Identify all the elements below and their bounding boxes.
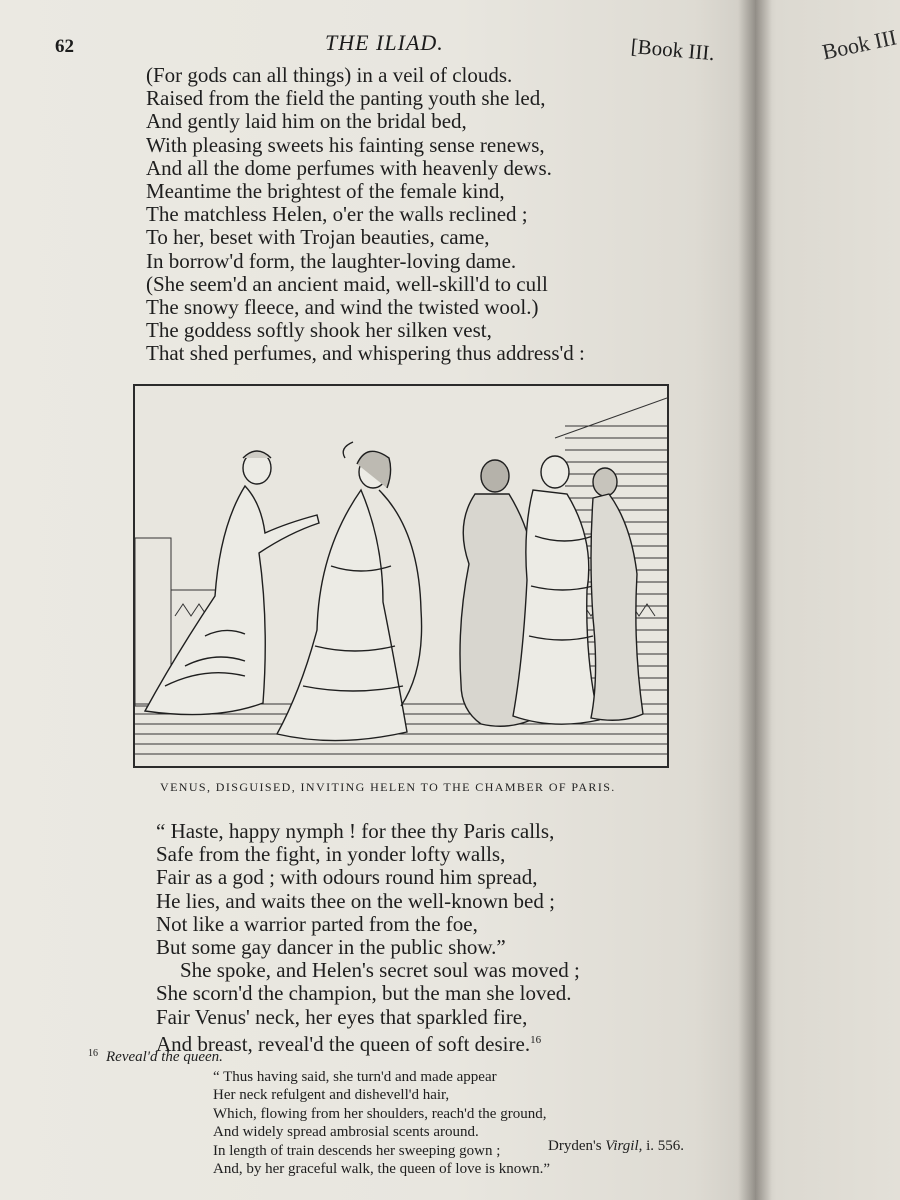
book-label: [Book III. [629, 34, 716, 66]
footnote-reference: Reveal'd the queen. [106, 1049, 223, 1065]
verse-line: Fair as a god ; with odours round him spread, [156, 865, 538, 890]
footnote-heading [88, 1048, 550, 1066]
verse-bottom [156, 819, 580, 1056]
verse-line: (For gods can all things) in a veil of clouds. [146, 63, 513, 87]
verse-line: “ Haste, happy nymph ! for thee thy Paris calls, [156, 819, 555, 843]
page-number: 62 [55, 36, 74, 57]
facing-page [755, 0, 900, 1200]
verse-line: To her, beset with Trojan beauties, came, [146, 225, 490, 250]
citation-locus: i. 556. [646, 1138, 685, 1154]
citation-author: Dryden's [548, 1138, 602, 1154]
verse-line: The goddess softly shook her silken vest, [146, 318, 492, 343]
footnote [88, 1048, 550, 1178]
verse-line: And all the dome perfumes with heavenly dews. [146, 155, 552, 180]
illustration-plate [133, 384, 669, 768]
verse-line: Meantime the brightest of the female kind, [146, 178, 505, 203]
footnote-line: In length of train descends her sweeping gown ; [213, 1142, 501, 1159]
verse-line: She scorn'd the champion, but the man she loved. [156, 981, 572, 1006]
facing-page-head: Book III [820, 24, 899, 65]
verse-line: Fair Venus' neck, her eyes that sparkled fire, [156, 1004, 528, 1029]
footnote-line: And widely spread ambrosial scents around. [213, 1124, 479, 1141]
verse-line: She spoke, and Helen's secret soul was moved ; [180, 958, 580, 983]
verse-line: Not like a warrior parted from the foe, [156, 911, 478, 936]
footnote-line: Which, flowing from her shoulders, reach'd the ground, [213, 1105, 547, 1122]
footnote-line: “ Thus having said, she turn'd and made appear [213, 1069, 497, 1085]
verse-line-text: And breast, reveal'd the queen of soft desire. [156, 1031, 531, 1056]
verse-top [146, 64, 585, 365]
verse-line: But some gay dancer in the public show.” [156, 934, 506, 959]
engraving-illustration [135, 386, 667, 766]
footnote-line: Her neck refulgent and dishevell'd hair, [213, 1087, 450, 1104]
verse-line: The snowy fleece, and wind the twisted wool.) [146, 294, 539, 319]
verse-line: Safe from the fight, in yonder lofty walls, [156, 842, 506, 867]
illustration-caption: VENUS, DISGUISED, INVITING HELEN TO THE CHAMBER OF PARIS. [160, 780, 616, 794]
footnote-line: And, by her graceful walk, the queen of love is known.” [213, 1160, 550, 1177]
footnote-quotation [213, 1068, 550, 1178]
footnote-marker[interactable]: 16 [530, 1033, 542, 1046]
verse-line: Raised from the field the panting youth she led, [146, 86, 546, 111]
footnote-citation [548, 1138, 684, 1155]
verse-line: He lies, and waits thee on the well-known bed ; [156, 888, 555, 913]
verse-line: (She seem'd an ancient maid, well-skill'd to cull [146, 271, 548, 296]
citation-work: Virgil, [605, 1138, 643, 1154]
verse-line: The matchless Helen, o'er the walls reclined ; [146, 202, 528, 227]
running-head [0, 30, 755, 66]
verse-line: With pleasing sweets his fainting sense renews, [146, 132, 545, 157]
footnote-number: 16 [88, 1048, 98, 1059]
verse-line: That shed perfumes, and whispering thus address'd : [146, 341, 585, 366]
book-gutter [738, 0, 772, 1200]
verse-line: And gently laid him on the bridal bed, [146, 109, 467, 134]
running-title: THE ILIAD. [325, 30, 444, 55]
verse-line: In borrow'd form, the laughter-loving dame. [146, 248, 517, 273]
